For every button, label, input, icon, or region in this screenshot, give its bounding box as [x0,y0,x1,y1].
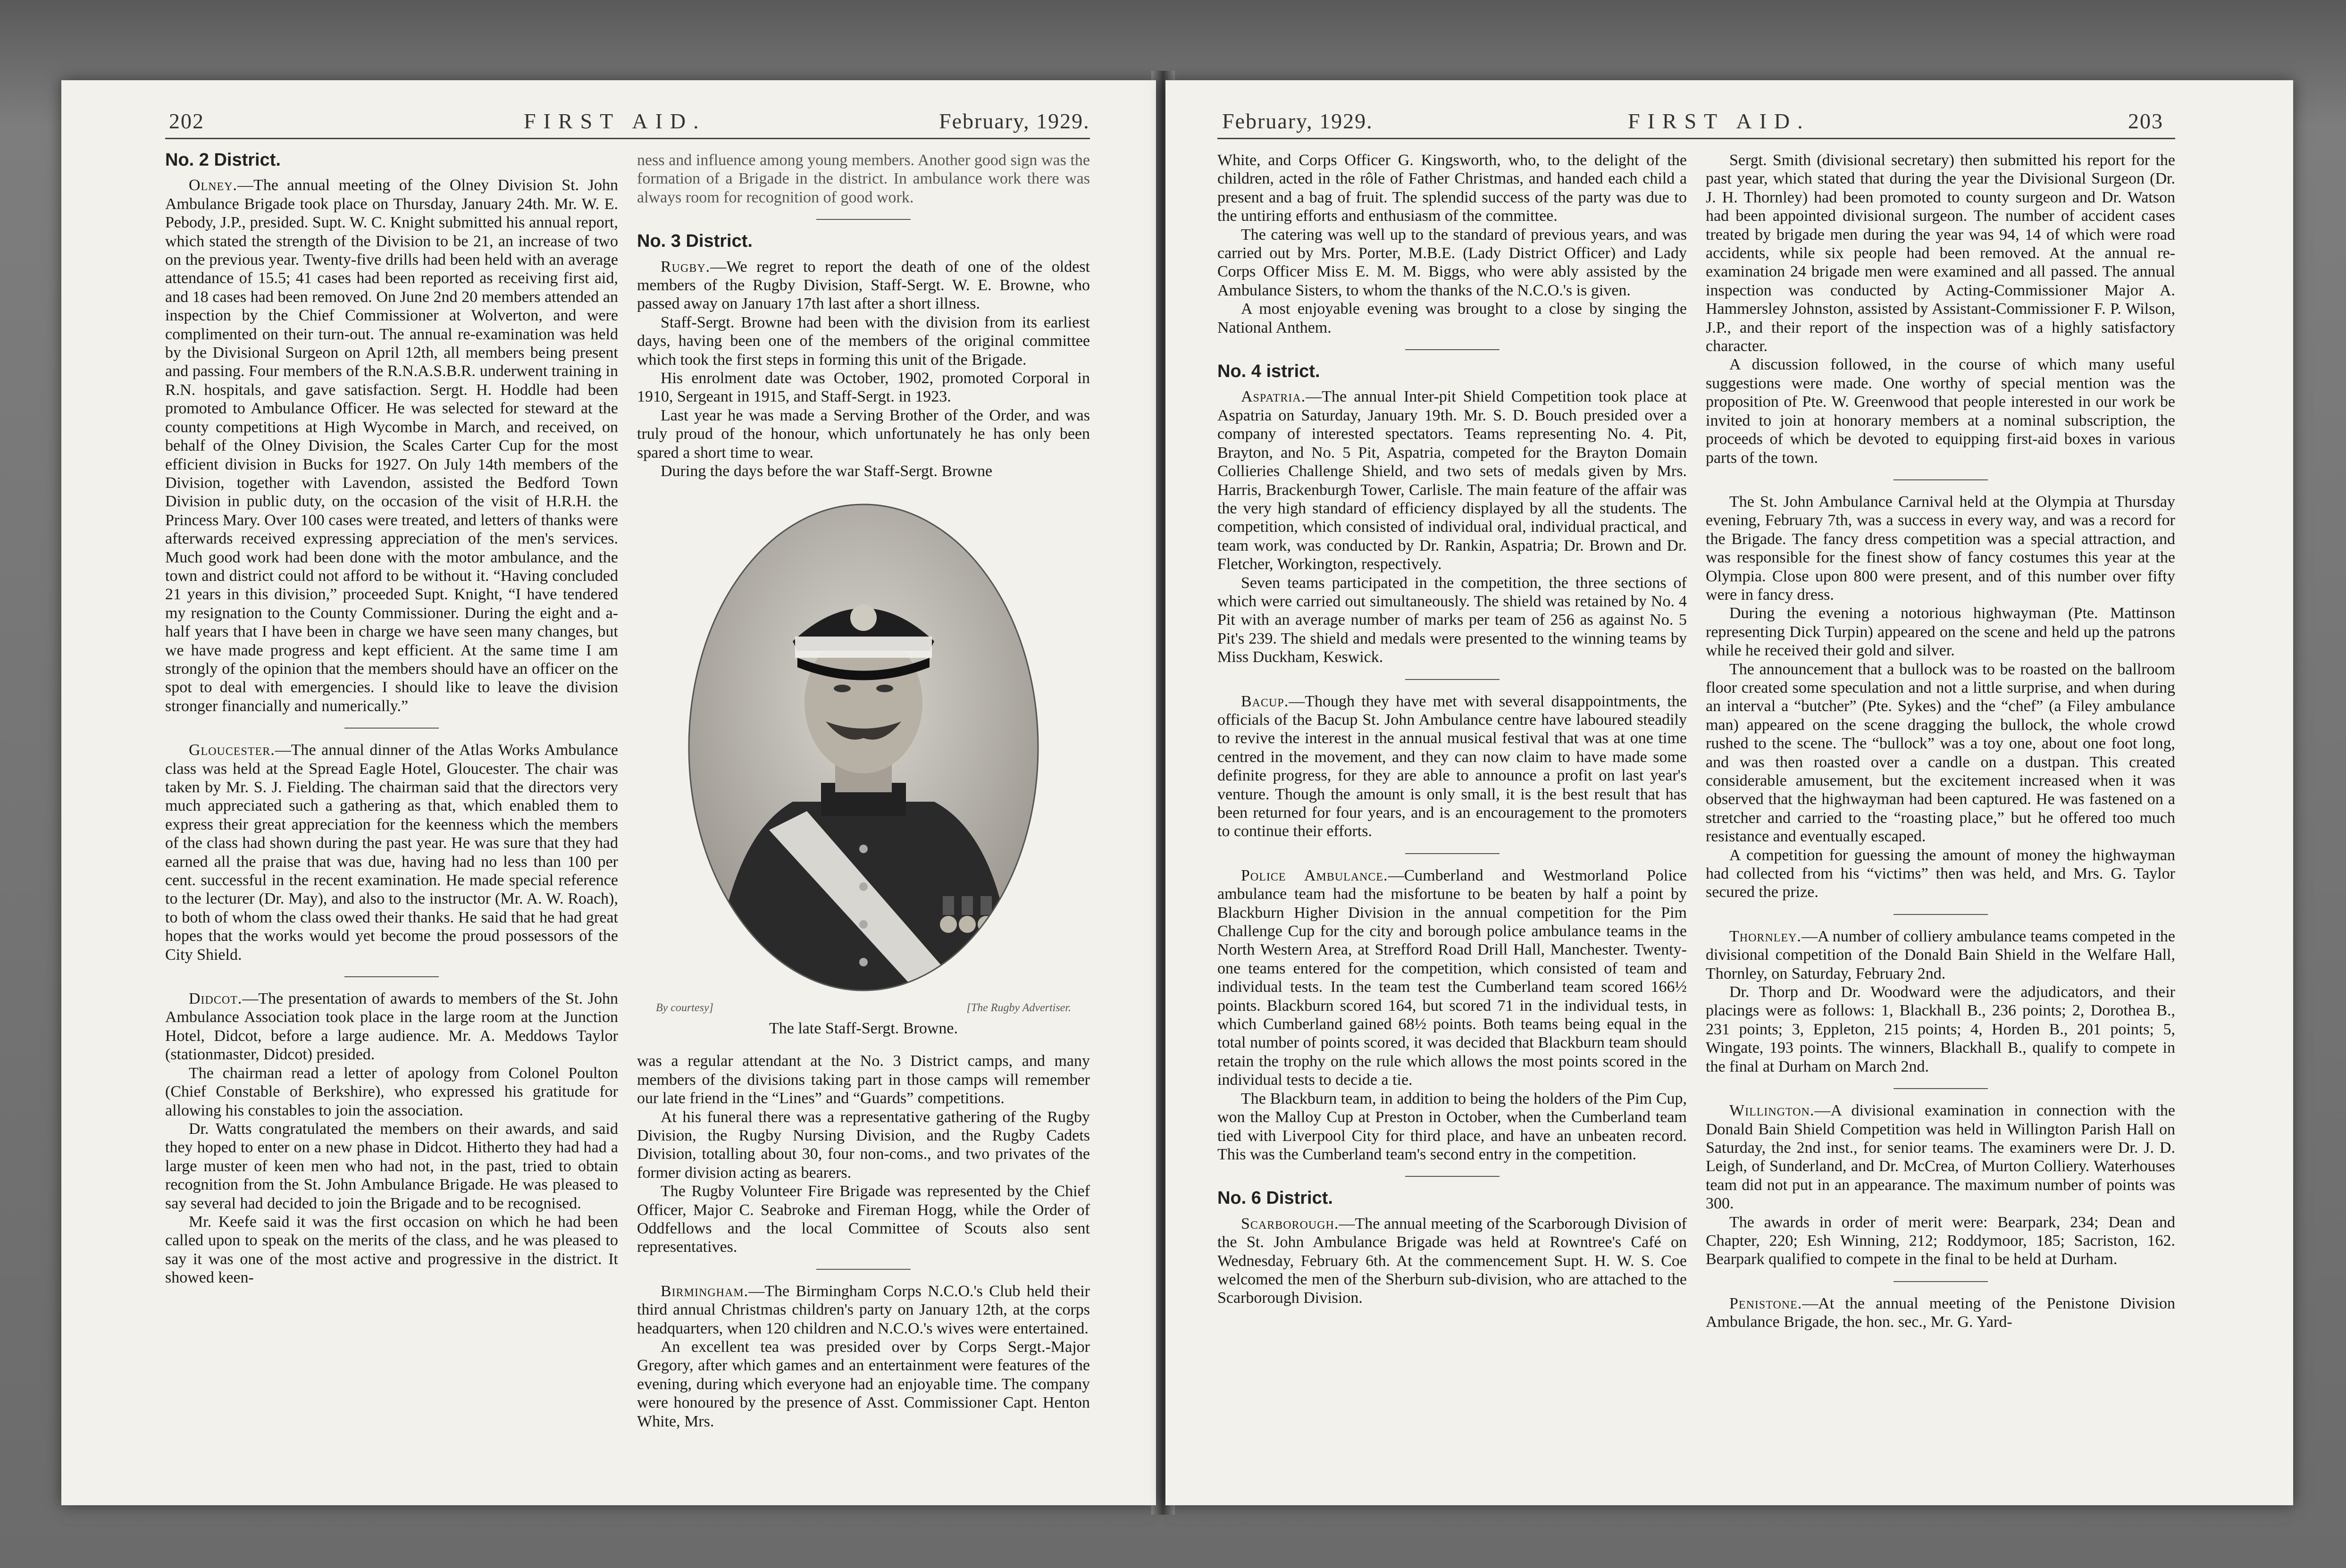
article-paragraph [637,369,1090,406]
article-paragraph [1706,1294,2175,1332]
right-column-1 [1217,151,1687,1308]
paragraph-text: —A divisional examination in connection with the Donald Bain Shield Competition was held in Willington Parish Hall on Saturday, the 2nd inst., for senior teams. The examiners were Dr. J. D. Leigh, of Sunderland, and Dr. McCrea, of Murton Colliery. Waterhouses team did not put in an appearance. The maximum number of points was 300. [1706,1102,2175,1213]
article-paragraph [637,313,1090,369]
article-paragraph [1217,300,1687,337]
article-paragraph [637,1052,1090,1107]
left-column-2 [637,151,1090,1431]
district-heading: No. 3 District. [637,231,753,252]
page-number-right: 203 [2128,109,2163,133]
right-column-2 [1706,151,2175,1332]
paragraph-text: —The annual dinner of the Atlas Works Ambulance class was held at the Spread Eagle Hotel, Gloucester. The chair was taken by Mr. S. J. Fielding. The chairman said that the directors very much appreciated such a gathering as that, which enabled them to express their great appreciation for the keenness which the members of the class had shown during the past year. He was sure that they had earned all the praise that was due, having had no less than 100 per cent. successful in the recent examination. He made special reference to the lecturer (Dr. May), and also to the instructor (Mr. A. W. Roach), to both of whom the class owed their thanks. He said that he had great hopes that the works would yet become the proud possessors of the City Shield. [165,741,618,964]
portrait-figure [637,500,1090,1038]
paragraph-text: —The Birmingham Corps N.C.O.'s Club held their third annual Christmas children's party on January 12th, at the corps headquarters, when 120 children and N.C.O.'s wives were entertained. [637,1282,1090,1337]
district-heading: No. 2 District. [165,150,281,170]
paragraph-text: A competition for guessing the amount of money the highwayman had collected from his “victims” then was held, and Mrs. G. Taylor secured the prize. [1706,846,2175,901]
paragraph-text: The announcement that a bullock was to be roasted on the ballroom floor created some speculation and not a little surprise, and when during an interval a “butcher” (Pte. Sykes) and the “chef” (a Filey ambulance man) appeared on the scene dragging the bullock, the whole crowd rushed to the scene. The “bullock” was a toy one, about one foot long, and was then roasted over a candle on a dustpan. This created considerable amusement, but the excitement increased when it was observed that the highwayman had been captured. He was fastened on a stretcher and carried to the “roasting place,” but he offered too much resistance and eventually escaped. [1706,660,2175,846]
paragraph-text: Dr. Thorp and Dr. Woodward were the adjudicators, and their placings were as follows: 1, Blackhall B., 236 points; 2, Dorothea B., 231 points; 3, Eppleton, 215 points; 4, Horden B., 201 points; 5, Wingate, 193 points. The winners, Blackhall B., qualify to compete in the final at Durham on March 2nd. [1706,983,2175,1075]
paragraph-text: —Cumberland and Westmorland Police ambulance team had the misfortune to be beaten by half a point by Blackburn Higher Division in the annual competition for the Pim Challenge Cup for the city and borough police ambulance teams in the North Western Area, at Strefford Road Drill Hall, Manchester. Twenty-one teams entered for the competition, which consisted of team and individual tests. In the team test the Cumberland team scored 166½ points. Blackburn scored 164, but scored 71 in the individual tests, in which Cumberland gained 68½ points. Both teams being equal in the total number of points scored, it was decided that Blackburn team should retain the trophy on the rule which allows the most points scored in the individual tests to decide a tie. [1217,866,1687,1089]
article-paragraph [165,176,618,715]
section-divider [344,976,439,977]
article-paragraph [1706,660,2175,846]
place-lead: Thornley. [1729,927,1801,945]
article-paragraph [1217,387,1687,573]
article-paragraph [637,1182,1090,1257]
place-lead: Rugby. [661,258,711,276]
article-paragraph [637,1338,1090,1431]
place-lead: Olney. [189,176,238,194]
paragraph-text: Seven teams participated in the competition, the three sections of which were carried out simultaneously. The shield was retained by No. 4 Pit with an average number of marks per team of 256 as against No. 5 Pit's 239. The shield and medals were presented to the winning teams by Miss Duckham, Keswick. [1217,574,1687,666]
article-paragraph [637,1108,1090,1182]
article-paragraph [1706,355,2175,467]
section-divider [1405,679,1500,680]
photo-credit-right: [The Rugby Advertiser. [966,1001,1071,1014]
article-paragraph [165,1213,618,1287]
date-right: February, 1929. [1222,109,1373,133]
article-paragraph [637,462,1090,480]
running-title-left: FIRST AID. [524,109,706,133]
header-rule-left [165,138,1090,139]
article-paragraph [165,741,618,964]
paragraph-text: The Rugby Volunteer Fire Brigade was represented by the Chief Officer, Major C. Seabroke and Fireman Hogg, while the Order of Oddfellows and the local Committee of Scouts also sent representatives. [637,1182,1090,1256]
paragraph-text: Staff-Sergt. Browne had been with the division from its earliest days, having been one of the members of the original committee which took the first steps in forming this unit of the Brigade. [637,313,1090,369]
article-paragraph [1217,226,1687,300]
place-lead: Birmingham. [661,1282,749,1300]
paragraph-text: The chairman read a letter of apology from Colonel Poulton (Chief Constable of Berkshire), who expressed his gratitude for allowing his constables to join the association. [165,1064,618,1119]
place-lead: Police Ambulance. [1241,866,1388,884]
article-paragraph [637,406,1090,462]
left-column-1 [165,151,618,1287]
paragraph-text: During the evening a notorious highwayman (Pte. Mattinson representing Dick Turpin) appeared on the scene and held up the patrons while he received their gold and silver. [1706,604,2175,660]
header-rule-right [1217,138,2175,139]
section-divider [1894,1088,1988,1089]
place-lead: Bacup. [1241,692,1289,710]
paragraph-text: —A number of colliery ambulance teams competed in the divisional competition of the Donald Bain Shield in the Welfare Hall, Thornley, on Saturday, February 2nd. [1706,927,2175,982]
photo-credit-left: By courtesy] [656,1001,713,1014]
section-divider [1894,479,1988,480]
place-lead: Scarborough. [1241,1215,1339,1233]
paragraph-text: An excellent tea was presided over by Corps Sergt.-Major Gregory, after which games and an entertainment were features of the evening, during which everyone had an enjoyable time. The company were honoured by the presence of Asst. Commissioner Capt. Henton White, Mrs. [637,1338,1090,1430]
paragraph-text: —The presentation of awards to members of the St. John Ambulance Association took place in the large room at the Junction Hotel, Didcot, before a large audience. Mr. A. Meddows Taylor (stationmaster, Didcot) presided. [165,990,618,1064]
place-lead: Willington. [1729,1102,1815,1120]
paragraph-text: —The annual meeting of the Olney Division St. John Ambulance Brigade took place on Thursday, January 24th. Mr. W. E. Pebody, J.P., presided. Supt. W. C. Knight submitted his annual report, which stated the strength of the Division to be 21, an increase of two on the previous year. Twenty-five drills had been held with an average attendance of 15.5; 41 cases had been reported as receiving first aid, and 18 cases had been removed. On June 2nd 20 members attended an inspection by the Chief Commissioner at Wolverton, and were complimented on their turn-out. The annual re-examination was held by the Divisional Surgeon on April 12th, all members being present and passing. Four members of the R.N.A.S.B.R. underwent training in R.N. hospitals, and gave satisfaction. Sergt. H. Hoddle had been promoted to Ambulance Officer. He was selected for steward at the county competitions at High Wycombe in March, and received, on behalf of the Olney Division, the Scales Carter Cup for the most efficient division in Bucks for 1927. On July 14th members of the Division, together with Lavendon, assisted the Bedford Town Division in public duty, on the occasion of the visit of H.R.H. the Princess Mary. Over 100 cases were treated, and letters of thanks were afterwards received expressing appreciation of the men's services. Much good work had been done with the motor ambulance, and the town and district could not afford to be without it. “Having concluded 21 years in this division,” proceeded Supt. Knight, “I have tendered my resignation to the County Commissioner. During the eight and a-half years that I have been in charge we have seen many changes, but we have made progress and kept efficient. At the same time I am strongly of the opinion that the members should have an officer on the spot to deal with emergencies. I should like to leave the division stronger financially and numerically.” [165,176,618,715]
place-lead: Aspatria. [1241,388,1306,406]
article-paragraph [1706,983,2175,1076]
paragraph-text: —The annual meeting of the Scarborough Division of the St. John Ambulance Brigade was held at Rowntree's Café on Wednesday, February 6th. At the commencement Supt. H. W. S. Coe welcomed the men of the Sherburn sub-division, who are attached to the Scarborough Division. [1217,1215,1687,1307]
paragraph-text: A discussion followed, in the course of which many useful suggestions were made. One worthy of special mention was the proposition of Pte. W. Greenwood that people interested in our work be invited to join at honorary members at a nominal subscription, the proceeds of which be devoted to equipping first-aid boxes in various parts of the town. [1706,356,2175,467]
paragraph-text: During the days before the war Staff-Sergt. Browne [661,462,993,480]
paragraph-text: —At the annual meeting of the Penistone Division Ambulance Brigade, the hon. sec., Mr. G. Yard- [1706,1294,2175,1331]
article-paragraph [1706,1213,2175,1269]
paragraph-text: The catering was well up to the standard of previous years, and was carried out by Mrs. Porter, M.B.E. (Lady District Officer) and Lady Corps Officer Miss E. M. M. Biggs, who were ably assisted by the Ambulance Sisters, to whom the thanks of the N.C.O.'s is given. [1217,226,1687,299]
paragraph-text: His enrolment date was October, 1902, promoted Corporal in 1910, Sergeant in 1915, and Staff-Sergt. in 1923. [637,369,1090,406]
section-divider [816,219,911,220]
paragraph-text: A most enjoyable evening was brought to a close by singing the National Anthem. [1217,300,1687,336]
section-divider [1405,349,1500,350]
paragraph-text: The Blackburn team, in addition to being the holders of the Pim Cup, won the Malloy Cup at Preston in October, when the Cumberland team tied with Liverpool City for third place, and have an unbeaten record. This was the Cumberland team's second entry in the competition. [1217,1090,1687,1163]
paragraph-text: Dr. Watts congratulated the members on their awards, and said they hoped to enter on a new phase in Didcot. Hitherto they had had a large muster of keen men who had not, in the past, tried to obtain recognition from the St. John Ambulance Brigade. He was pleased to say several had decided to join the Brigade and to be recognised. [165,1120,618,1212]
running-title-right: FIRST AID. [1628,109,1810,133]
portrait-image [684,500,1043,995]
photo-caption: The late Staff-Sergt. Browne. [769,1019,958,1037]
section-divider [1894,914,1988,915]
left-page [61,80,1156,1505]
paragraph-text: White, and Corps Officer G. Kingsworth, who, to the delight of the children, acted in the rôle of Father Christmas, and handed each child a present and a bag of fruit. The splendid success of the party was due to the untiring efforts and enthusiasm of the committee. [1217,151,1687,225]
photo-credit [637,999,1090,1017]
paragraph-text: was a regular attendant at the No. 3 District camps, and many members of the divisions taking part in those camps will remember our late friend in the “Lines” and “Guards” competitions. [637,1052,1090,1107]
section-divider [1405,1176,1500,1177]
section-divider [344,728,439,729]
section-divider [1894,1281,1988,1282]
article-paragraph [165,1120,618,1213]
article-paragraph [637,1282,1090,1338]
district-heading: No. 6 District. [1217,1188,1333,1208]
paragraph-text: Sergt. Smith (divisional secretary) then submitted his report for the past year, which stated that during the year the Divisional Surgeon (Dr. J. H. Thornley) had been promoted to county surgeon and Dr. Watson had been appointed divisional surgeon. The number of accident cases treated by brigade men during the year was 94, 14 of which were road accidents, while six people had been removed. At the annual re-examination 24 brigade men were examined and all passed. The annual inspection was conducted by Acting-Commissioner Major A. Hammersley Johnston, assisted by Assistant-Commissioner F. P. Wilson, J.P., and their report of the inspection was of a highly satisfactory character. [1706,151,2175,355]
article-paragraph [1217,866,1687,1090]
paragraph-text: —We regret to report the death of one of the oldest members of the Rugby Division, Staff-Sergt. W. E. Browne, who passed away on January 17th last after a short illness. [637,258,1090,313]
article-paragraph [1706,151,2175,355]
place-lead: Gloucester. [189,741,275,759]
article-paragraph: ness and influence among young members. Another good sign was the formation of a Brigade in the district. In ambulance work there was always room for recognition of good work. [637,151,1090,206]
page-number-left: 202 [169,109,204,133]
article-paragraph [1217,574,1687,667]
article-paragraph [165,1064,618,1120]
date-left: February, 1929. [939,109,1090,133]
portrait-photo [684,500,1043,995]
article-paragraph [165,989,618,1064]
paragraph-text: The awards in order of merit were: Bearpark, 234; Dean and Chapter, 220; Esh Winning, 212; Roddymoor, 185; Sacriston, 162. Bearpark qualified to compete in the final to be held at Durham. [1706,1213,2175,1268]
paragraph-text: At his funeral there was a representative gathering of the Rugby Division, the Rugby Nursing Division, and the Rugby Cadets Division, totalling about 30, four non-coms., and two privates of the former division acting as bearers. [637,1108,1090,1182]
paragraph-text: —The annual Inter-pit Shield Competition took place at Aspatria on Saturday, January 19th. Mr. S. D. Bouch presided over a company of interested spectators. Teams representing No. 4. Pit, Brayton, and No. 5 Pit, Aspatria, competed for the Brayton Domain Collieries Challenge Shield, and two sets of medals given by Mrs. Harris, Brackenburgh Tower, Carlisle. The main feature of the affair was the very high standard of efficiency displayed by all the students. The competition, which consisted of individual oral, individual practical, and team work, was conducted by Dr. Rankin, Aspatria; Dr. Brown and Dr. Fletcher, Workington, respectively. [1217,388,1687,573]
article-paragraph [1217,1215,1687,1308]
paragraph-text: Mr. Keefe said it was the first occasion on which he had been called upon to speak on the merits of the class, and he was pleased to say it was one of the most active and progressive in the district. It showed keen- [165,1213,618,1287]
article-paragraph [1706,846,2175,902]
article-paragraph [1706,604,2175,660]
paragraph-text: Last year he was made a Serving Brother of the Order, and was truly proud of the honour, which unfortunately he has only been spared a short time to wear. [637,406,1090,461]
article-paragraph [637,258,1090,313]
article-paragraph [1217,1090,1687,1164]
place-lead: Didcot. [189,990,243,1008]
right-page [1165,80,2293,1505]
district-heading: No. 4 istrict. [1217,361,1320,382]
section-divider [816,1269,911,1270]
article-paragraph [1706,493,2175,604]
section-divider [1405,853,1500,854]
article-paragraph [1217,151,1687,226]
paragraph-text: —Though they have met with several disappointments, the officials of the Bacup St. John Ambulance centre have laboured steadily to revive the interest in the annual musical festival that was at one time centred in the movement, and they can now claim to have made some definite progress, for they are able to announce a profit on last year's venture. Though the amount is only small, it is the best result that has been returned for four years, and is an encouragement to the promoters to continue their efforts. [1217,692,1687,840]
paragraph-text: The St. John Ambulance Carnival held at the Olympia at Thursday evening, February 7th, was a success in every way, and was a record for the Brigade. The fancy dress competition was a special attraction, and was responsible for the finest show of fancy costumes this year at the Olympia. Close upon 800 were present, and of this number over fifty were in fancy dress. [1706,493,2175,604]
article-paragraph [1706,1101,2175,1213]
place-lead: Penistone. [1729,1294,1802,1312]
article-paragraph [1706,927,2175,983]
article-paragraph [1217,692,1687,841]
